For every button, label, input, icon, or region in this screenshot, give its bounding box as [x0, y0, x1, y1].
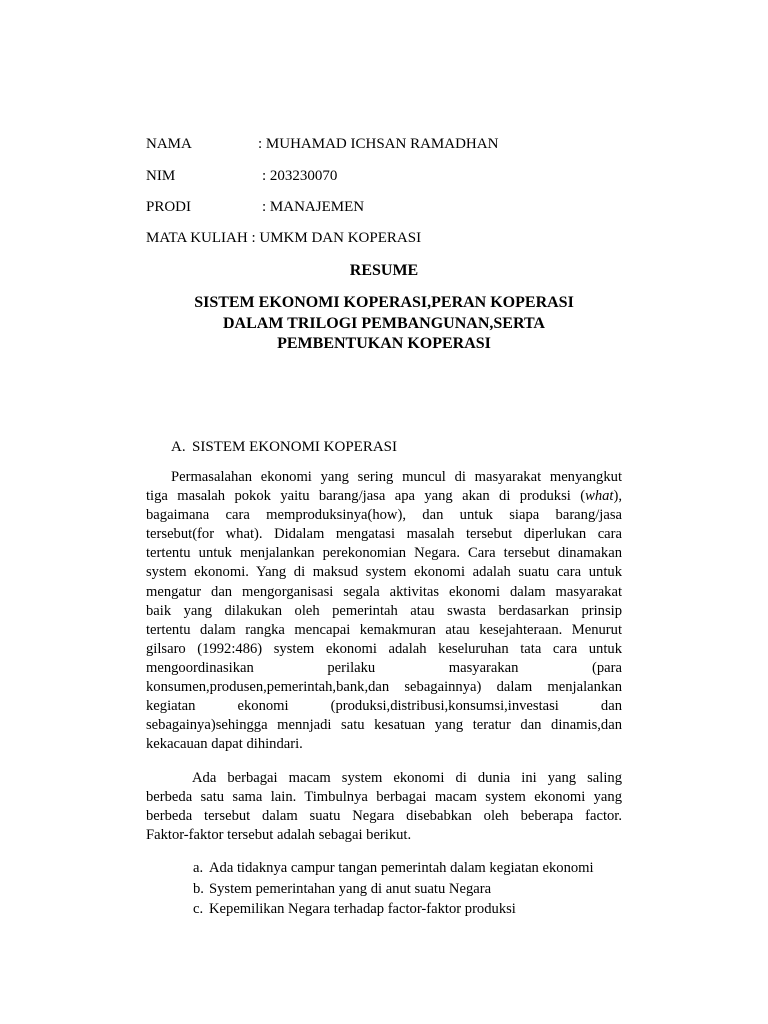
prodi-row: [146, 198, 365, 216]
list-item: [193, 899, 594, 920]
paragraph-line: baik yang dilakukan oleh pemerintah atau swasta berdasarkan prinsip: [146, 602, 622, 619]
paragraph-line: berbeda tersebut dalam suatu Negara disebabkan oleh beberapa factor.: [146, 808, 622, 825]
nama-row: [146, 135, 499, 153]
paragraph-line: kekacauan dapat dihindari.: [146, 736, 303, 753]
main-title-line: SISTEM EKONOMI KOPERASI,PERAN KOPERASI: [194, 294, 574, 311]
paragraph-1: [146, 468, 622, 754]
list-marker: a.: [193, 860, 204, 876]
nim-label: NIM: [146, 168, 176, 184]
paragraph-line: tertentu dalam rangka mencapai kemakmuran atau kesejahteraan. Menurut: [146, 621, 622, 638]
paragraph-line: tersebut(for what). Didalam mengatasi masalah tersebut diperlukan cara: [146, 526, 622, 543]
main-title: [146, 293, 622, 355]
paragraph-line: system ekonomi. Yang di maksud system ekonomi adalah suatu cara untuk: [146, 564, 622, 581]
paragraph-line: Ada berbagai macam system ekonomi di dunia ini yang saling: [192, 770, 622, 786]
emphasis-what: what: [585, 488, 614, 505]
paragraph-line: Permasalahan ekonomi yang sering muncul di masyarakat menyangkut: [171, 469, 622, 485]
paragraph-line: berbeda satu sama lain. Timbulnya berbagai macam system ekonomi yang: [146, 789, 622, 806]
matkul-label: MATA KULIAH: [146, 230, 248, 246]
list-item-text: Ada tidaknya campur tangan pemerintah dalam kegiatan ekonomi: [209, 860, 594, 876]
paragraph-line: tiga masalah pokok yaitu barang/jasa apa yang akan di produksi (what),: [146, 488, 622, 505]
paragraph-line: mengatur dan mengorganisasi segala aktivitas ekonomi dalam masyarakat: [146, 583, 622, 600]
paragraph-line: kegiatan ekonomi (produksi,distribusi,konsumsi,investasi dan: [146, 698, 622, 715]
nim-value: : 203230070: [262, 168, 338, 184]
paragraph-line: tertentu untuk menjalankan perekonomian Negara. Cara tersebut dinamakan: [146, 545, 622, 562]
paragraph-line: mengoordinasikan perilaku masyarakan (para: [146, 659, 622, 676]
list-item-text: Kepemilikan Negara terhadap factor-faktor produksi: [209, 901, 516, 917]
paragraph-line: konsumen,produsen,pemerintah,bank,dan sebagainnya) dalam menjalankan: [146, 679, 622, 696]
paragraph-line: gilsaro (1992:486) system ekonomi adalah keseluruhan tata cara untuk: [146, 640, 622, 657]
nim-row: [146, 167, 338, 185]
list-item-text: System pemerintahan yang di anut suatu Negara: [209, 880, 492, 897]
prodi-value: : MANAJEMEN: [262, 199, 365, 215]
list-item: [193, 858, 594, 879]
paragraph-2: [146, 769, 622, 845]
list-item: [193, 879, 594, 900]
factor-list: [193, 858, 594, 920]
paragraph-line: sebagainya)sehingga mennjadi satu kesatuan yang teratur dan dinamis,dan: [146, 717, 622, 734]
list-marker: b.: [193, 880, 204, 897]
main-title-line: PEMBENTUKAN KOPERASI: [277, 335, 491, 352]
resume-title: RESUME: [349, 262, 419, 279]
list-marker: c.: [193, 901, 204, 917]
main-title-line: DALAM TRILOGI PEMBANGUNAN,SERTA: [223, 314, 545, 332]
paragraph-line: bagaimana cara memproduksinya(how), dan untuk siapa barang/jasa: [146, 507, 622, 524]
section-heading: [171, 438, 397, 456]
nama-label: NAMA: [146, 136, 192, 152]
paragraph-line: Faktor-faktor tersebut adalah sebagai berikut.: [146, 827, 412, 844]
matkul-value: : UMKM DAN KOPERASI: [251, 230, 422, 246]
matkul-row: [146, 229, 421, 247]
nama-value: : MUHAMAD ICHSAN RAMADHAN: [258, 136, 499, 152]
section-letter: A.: [171, 439, 186, 455]
section-heading-text: SISTEM EKONOMI KOPERASI: [192, 439, 398, 455]
prodi-label: PRODI: [146, 199, 192, 215]
